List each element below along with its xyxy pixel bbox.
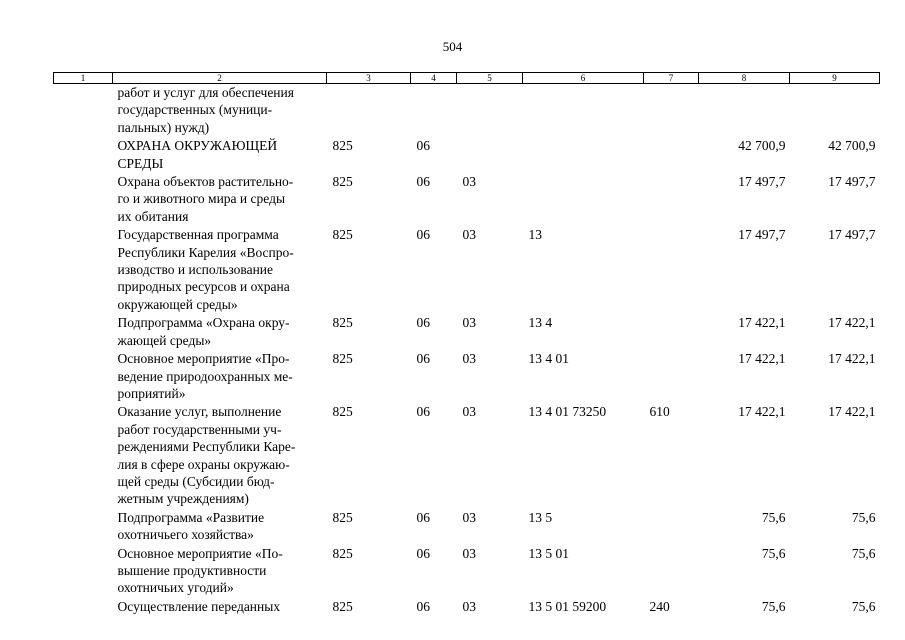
gl-code-cell: 825	[332, 404, 353, 420]
subsection-code-cell: 03	[462, 404, 476, 420]
section-code-cell: 06	[416, 545, 430, 561]
subsection-code-cell: 03	[462, 315, 476, 331]
column-header-7: 7	[644, 73, 699, 84]
item-name-line: природных ресурсов и охрана	[117, 279, 290, 295]
item-name-cell	[113, 84, 327, 138]
target-article-cell: 13 5 01	[528, 545, 569, 561]
table-row	[54, 350, 880, 403]
item-name-line: лия в сфере охраны окружаю-	[117, 456, 290, 472]
amount-col8-cell: 75,6	[761, 509, 786, 525]
budget-table	[53, 72, 880, 616]
subsection-code-cell: 03	[462, 509, 476, 525]
item-name-line: Государственная программа	[117, 227, 279, 243]
expense-type-cell: 240	[649, 598, 670, 614]
expense-type-cell	[644, 350, 699, 403]
item-name-line: жающей среды»	[117, 332, 212, 348]
expense-type-cell: 610	[649, 404, 670, 420]
amount-col8-cell: 75,6	[761, 598, 786, 614]
amount-col9-cell: 17 497,7	[828, 174, 876, 190]
gl-code-cell: 825	[332, 174, 353, 190]
amount-col9-cell: 75,6	[851, 545, 876, 561]
column-header-5: 5	[457, 73, 523, 84]
subsection-code-cell: 03	[462, 351, 476, 367]
item-name-cell	[113, 403, 327, 508]
column-header-1: 1	[54, 73, 113, 84]
item-name-line: ведение природоохранных ме-	[117, 368, 293, 384]
item-name-line: Охрана объектов растительно-	[117, 174, 294, 190]
item-name-line: изводство и использование	[117, 262, 274, 278]
table-row	[54, 226, 880, 314]
item-name-cell	[113, 226, 327, 314]
item-name-line: их обитания	[117, 208, 189, 224]
row-number-cell	[54, 173, 113, 226]
item-name-line: реждениями Республики Каре-	[117, 439, 296, 455]
item-name-line: СРЕДЫ	[117, 155, 164, 171]
item-name-cell	[113, 598, 327, 616]
column-header-3: 3	[327, 73, 411, 84]
gl-code-cell: 825	[332, 598, 353, 614]
gl-code-cell: 825	[332, 227, 353, 243]
column-number-header-row	[54, 73, 880, 84]
column-header-2: 2	[113, 73, 327, 84]
amount-col9-cell	[790, 84, 880, 138]
table-body	[54, 84, 880, 617]
gl-code-cell: 825	[332, 351, 353, 367]
column-header-9: 9	[790, 73, 880, 84]
section-code-cell: 06	[416, 404, 430, 420]
amount-col9-cell: 17 497,7	[828, 227, 876, 243]
subsection-code-cell: 03	[462, 227, 476, 243]
amount-col9-cell: 17 422,1	[828, 351, 876, 367]
target-article-cell: 13 4 01	[528, 351, 569, 367]
table-row	[54, 137, 880, 173]
column-header-6: 6	[523, 73, 644, 84]
section-code-cell: 06	[416, 598, 430, 614]
target-article-cell: 13 4	[528, 315, 553, 331]
row-number-cell	[54, 314, 113, 350]
subsection-code-cell	[457, 137, 523, 173]
table-row	[54, 314, 880, 350]
item-name-cell	[113, 173, 327, 226]
row-number-cell	[54, 545, 113, 598]
section-code-cell: 06	[416, 227, 430, 243]
item-name-line: го и животного мира и среды	[117, 191, 286, 207]
amount-col8-cell: 17 422,1	[738, 404, 786, 420]
item-name-cell	[113, 350, 327, 403]
row-number-cell	[54, 137, 113, 173]
item-name-line: работ и услуг для обеспечения	[117, 85, 294, 100]
expense-type-cell	[644, 314, 699, 350]
amount-col8-cell: 42 700,9	[738, 138, 786, 154]
amount-col8-cell: 17 497,7	[738, 174, 786, 190]
item-name-line: работ государственными уч-	[117, 421, 282, 437]
row-number-cell	[54, 509, 113, 545]
target-article-cell	[523, 173, 644, 226]
amount-col8-cell	[699, 84, 790, 138]
target-article-cell: 13 5	[528, 509, 553, 525]
target-article-cell: 13 5 01 59200	[528, 598, 607, 614]
target-article-cell	[523, 84, 644, 138]
item-name-line: охотничьего хозяйства»	[117, 527, 254, 543]
row-number-cell	[54, 598, 113, 616]
target-article-cell	[523, 137, 644, 173]
item-name-line: государственных (муници-	[117, 102, 273, 118]
section-code-cell: 06	[416, 315, 430, 331]
amount-col8-cell: 75,6	[761, 545, 786, 561]
section-code-cell	[411, 84, 457, 138]
row-number-cell	[54, 226, 113, 314]
subsection-code-cell	[457, 84, 523, 138]
column-header-4: 4	[411, 73, 457, 84]
page-number: 504	[442, 39, 463, 54]
amount-col9-cell: 75,6	[851, 509, 876, 525]
target-article-cell: 13	[528, 227, 542, 243]
item-name-cell	[113, 137, 327, 173]
amount-col8-cell: 17 497,7	[738, 227, 786, 243]
amount-col9-cell: 42 700,9	[828, 138, 876, 154]
column-header-8: 8	[699, 73, 790, 84]
section-code-cell: 06	[416, 138, 430, 154]
item-name-line: щей среды (Субсидии бюд-	[117, 473, 275, 489]
table-row	[54, 509, 880, 545]
section-code-cell: 06	[416, 174, 430, 190]
expense-type-cell	[644, 173, 699, 226]
table-row	[54, 173, 880, 226]
item-name-line: жетным учреждениям)	[117, 491, 249, 507]
table-row	[54, 598, 880, 616]
item-name-line: ОХРАНА ОКРУЖАЮЩЕЙ	[117, 138, 278, 154]
item-name-cell	[113, 509, 327, 545]
item-name-line: Оказание услуг, выполнение	[117, 404, 282, 420]
item-name-cell	[113, 314, 327, 350]
gl-code-cell: 825	[332, 545, 353, 561]
row-number-cell	[54, 350, 113, 403]
item-name-line: охотничьих угодий»	[117, 580, 234, 596]
row-number-cell	[54, 403, 113, 508]
expense-type-cell	[644, 226, 699, 314]
expense-type-cell	[644, 137, 699, 173]
table-row	[54, 84, 880, 138]
item-name-line: роприятий»	[117, 385, 186, 401]
subsection-code-cell: 03	[462, 545, 476, 561]
amount-col8-cell: 17 422,1	[738, 351, 786, 367]
section-code-cell: 06	[416, 351, 430, 367]
item-name-cell	[113, 545, 327, 598]
item-name-line: вышение продуктивности	[117, 562, 267, 578]
gl-code-cell: 825	[332, 315, 353, 331]
item-name-line: пальных) нужд)	[117, 119, 210, 135]
table-row	[54, 545, 880, 598]
expense-type-cell	[644, 84, 699, 138]
section-code-cell: 06	[416, 509, 430, 525]
row-number-cell	[54, 84, 113, 138]
gl-code-cell	[327, 84, 411, 138]
item-name-line: Основное мероприятие «По-	[117, 545, 283, 561]
amount-col8-cell: 17 422,1	[738, 315, 786, 331]
item-name-line: окружающей среды»	[117, 296, 238, 312]
gl-code-cell: 825	[332, 138, 353, 154]
amount-col9-cell: 17 422,1	[828, 315, 876, 331]
item-name-line: Основное мероприятие «Про-	[117, 351, 290, 367]
target-article-cell: 13 4 01 73250	[528, 404, 607, 420]
subsection-code-cell: 03	[462, 598, 476, 614]
expense-type-cell	[644, 545, 699, 598]
item-name-line: Осуществление переданных	[117, 598, 281, 614]
item-name-line: Подпрограмма «Охрана окру-	[117, 315, 290, 331]
amount-col9-cell: 17 422,1	[828, 404, 876, 420]
gl-code-cell: 825	[332, 509, 353, 525]
expense-type-cell	[644, 509, 699, 545]
subsection-code-cell: 03	[462, 174, 476, 190]
table-row	[54, 403, 880, 508]
item-name-line: Республики Карелия «Воспро-	[117, 244, 294, 260]
item-name-line: Подпрограмма «Развитие	[117, 509, 265, 525]
amount-col9-cell: 75,6	[851, 598, 876, 614]
